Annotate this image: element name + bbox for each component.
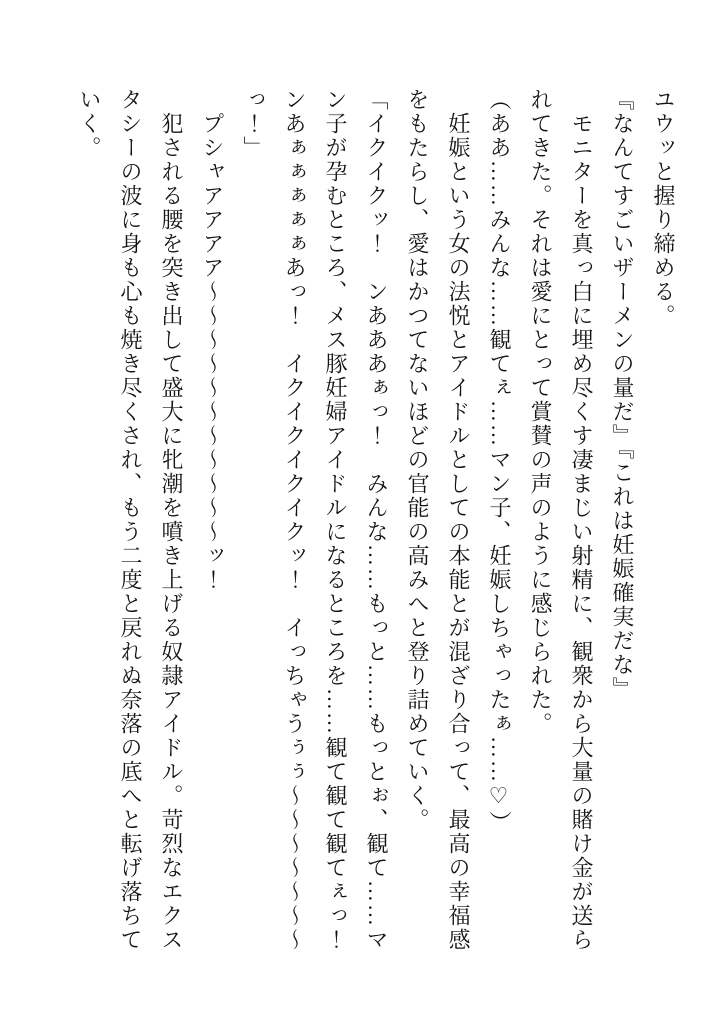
text-line: 『なんてすごいザーメンの量だ』『これは妊娠確実だな』 bbox=[610, 88, 635, 701]
text-line: をもたらし、愛はかつてないほどの官能の高みへと登り詰めていく。 bbox=[405, 88, 430, 832]
text-line: タシーの波に身も心も焼き尽くされ、もう二度と戻れぬ奈落の底へと転げ落ちて bbox=[118, 88, 143, 952]
text-line: ン子が孕むところ、メス豚妊婦アイドルになるところを……観て観て観てぇっ！ bbox=[323, 88, 348, 952]
text-line: モニターを真っ白に埋め尽くす凄まじい射精に、観衆から大量の賭け金が送ら bbox=[569, 88, 594, 952]
text-line: ユウッと握り締める。 bbox=[651, 88, 676, 328]
text-line: （ああ……みんな……観てぇ……マン子、妊娠しちゃったぁ……♡） bbox=[487, 88, 512, 835]
vertical-text-block bbox=[69, 88, 684, 968]
text-line: プシャアアアア～～～～～～～～～～～ッ！ bbox=[200, 88, 225, 592]
text-line: いく。 bbox=[77, 88, 102, 160]
text-line: 妊娠という女の法悦とアイドルとしての本能とが混ざり合って、最高の幸福感 bbox=[446, 88, 471, 952]
text-line: れてきた。それは愛にとって賞賛の声のように感じられた。 bbox=[528, 88, 553, 736]
text-line: ンあぁぁぁぁぁあっ！ イクイクイクイクッ！ イっちゃうぅぅ～～～～～～～ bbox=[282, 88, 307, 952]
text-line: 犯される腰を突き出して盛大に牝潮を噴き上げる奴隷アイドル。苛烈なエクス bbox=[159, 88, 184, 952]
text-line: 「イクイクッ！ ンあああぁっ！ みんな……もっと……もっとぉ、観て……マ bbox=[364, 88, 389, 952]
text-line: っ！」 bbox=[241, 88, 266, 160]
